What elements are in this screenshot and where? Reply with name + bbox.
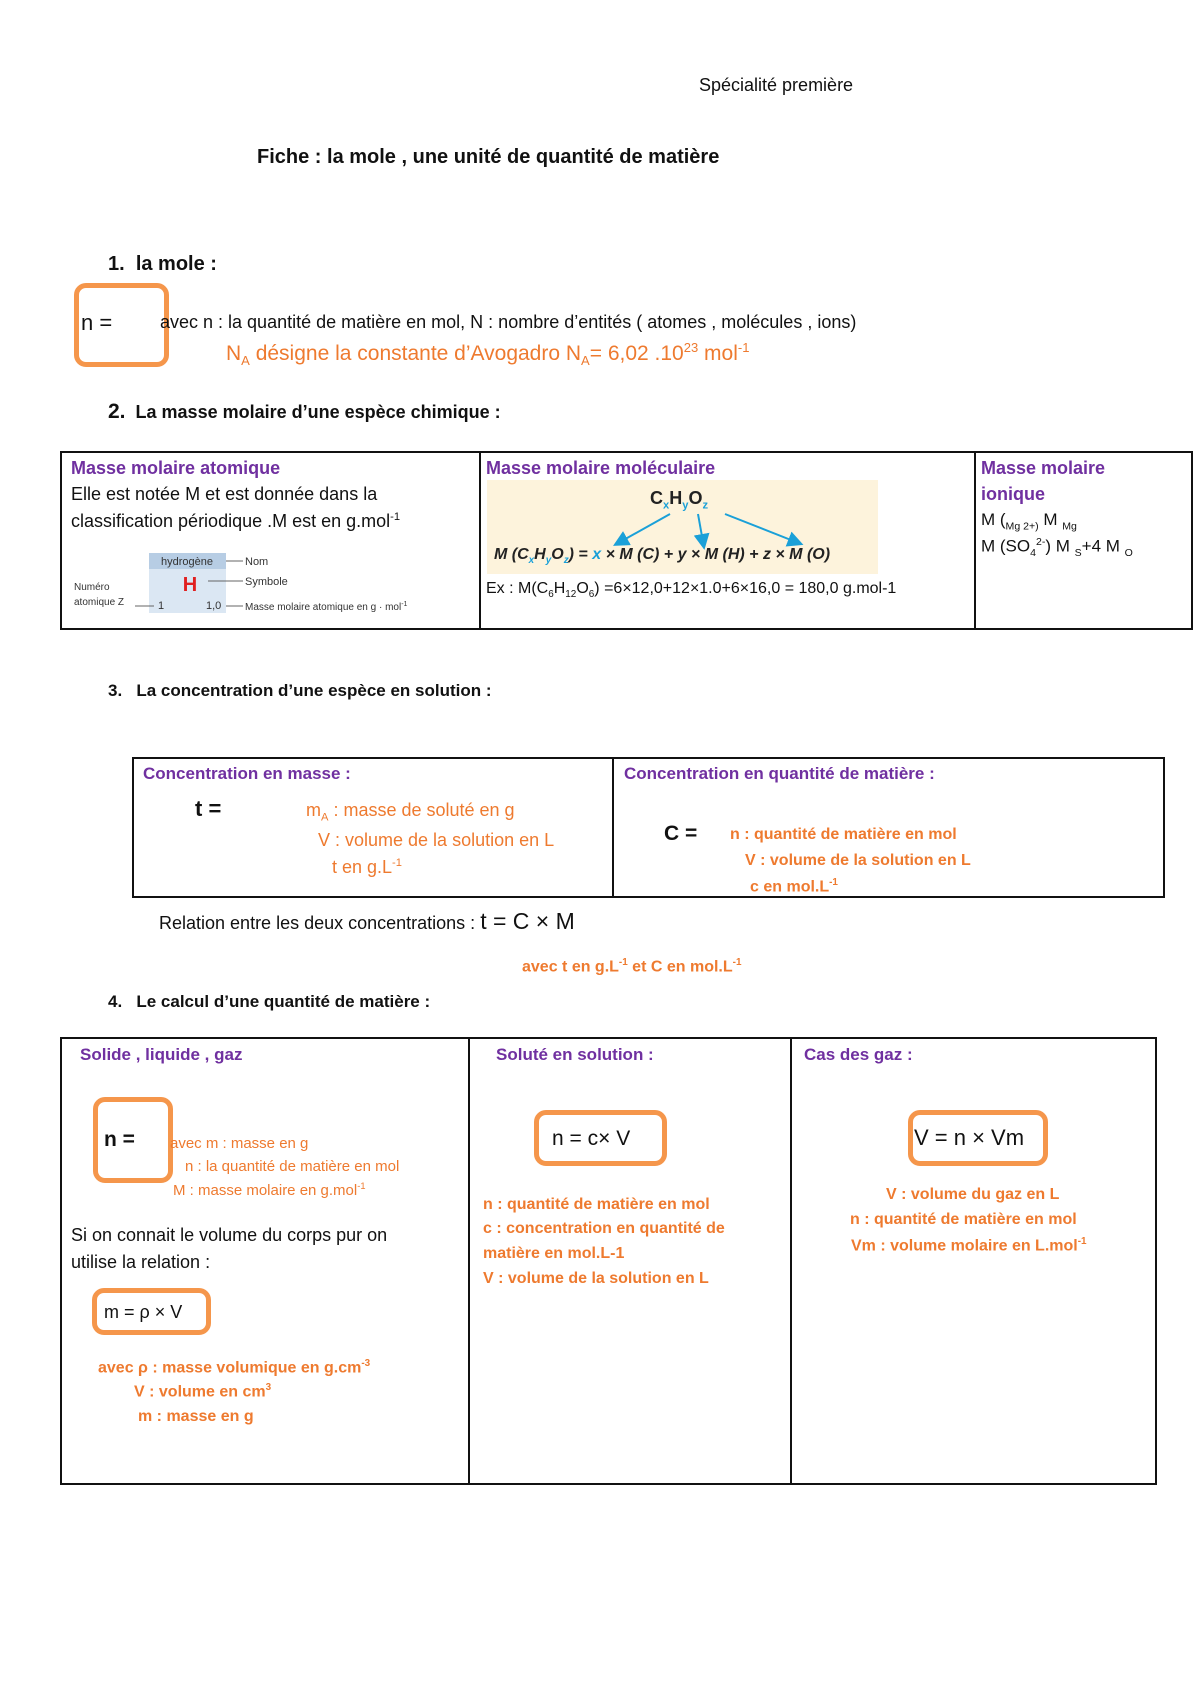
avogadro-constant: $N_A$ désigne la constante d’Avogadro $N_A= 6,02$ $.10^{23}$ mol$^{-1}$	[226, 340, 750, 369]
diagram-label-symbole: Symbole	[245, 576, 288, 588]
diagram-symbol: H	[182, 574, 198, 596]
mole-description: avec n : la quantité de matière en mol, N : nombre d’entités ( atomes , molécules , ions)	[160, 312, 857, 332]
relation-units: avec t en $g.L^{-1}$ et C en $mol.L^{-1}$	[522, 957, 742, 976]
diagram-label-numero: Numéro	[74, 582, 110, 593]
col2-l1: n : quantité de matière en mol	[483, 1196, 710, 1213]
ionic-line2: M $(SO_4^{2-})$ M $_S$+4 M $_O$	[981, 536, 1133, 560]
atomic-title: Masse molaire atomique	[71, 458, 281, 478]
col3-title: Cas des gaz :	[804, 1045, 913, 1064]
col2-l4: V : volume de la solution en L	[483, 1270, 709, 1287]
diagram-element-name: hydrogène	[161, 556, 213, 568]
section1-heading: 1. la mole :	[108, 253, 217, 275]
col3-l2: n : quantité de matière en mol	[850, 1211, 1077, 1228]
col1-formula2: m = ρ × V	[104, 1302, 183, 1322]
mass-conc-l1: $m_A$ : masse de soluté en g	[306, 800, 515, 824]
col1-l1: avec m : masse en g	[170, 1135, 309, 1152]
page-title: Fiche : la mole , une unité de quantité de matière	[257, 146, 720, 168]
atomic-line1: Elle est notée M et est donnée dans la	[71, 484, 378, 504]
diagram-number: 1	[158, 600, 165, 612]
col1-p1: Si on connait le volume du corps pur on	[71, 1225, 388, 1245]
col1-p2: utilise la relation :	[71, 1252, 211, 1272]
section4-heading: 4. Le calcul d’une quantité de matière :	[108, 992, 431, 1011]
diagram-label-nom: Nom	[245, 556, 269, 568]
mass-conc-title: Concentration en masse :	[143, 764, 351, 783]
col1-formula: n =	[104, 1128, 135, 1151]
mass-conc-l2: V : volume de la solution en L	[318, 830, 555, 850]
section2-heading: 2. La masse molaire d’une espèce chimique :	[108, 400, 501, 423]
section3-heading: 3. La concentration d’une espèce en solution :	[108, 681, 492, 700]
molecular-arrows	[600, 510, 820, 550]
col1-a1: avec ρ : masse volumique en $g.cm^{-3}$	[98, 1358, 371, 1377]
molecular-formula-line: M $(C_xH_yO_z) = x \times M$ (C) + y × M (H) + z × M (O)	[494, 546, 831, 567]
col2-l3: matière en mol.L-1	[483, 1245, 625, 1262]
mass-conc-formula: t =	[195, 796, 222, 821]
gas-cell	[790, 1037, 1157, 1485]
col1-a2: V : volume en $cm^3$	[134, 1382, 272, 1401]
col1-title: Solide , liquide , gaz	[80, 1045, 243, 1064]
mol-conc-formula: C =	[664, 822, 698, 845]
mol-conc-l3: c en $mol.L^{-1}$	[750, 877, 838, 896]
diagram-label-atomique: atomique Z	[74, 597, 125, 608]
col2-formula: n = c× V	[552, 1127, 631, 1150]
course-label: Spécialité première	[699, 75, 854, 95]
mol-conc-l1: n : quantité de matière en mol	[730, 826, 957, 843]
col1-a3: m : masse en g	[138, 1408, 254, 1425]
mol-conc-l2: V : volume de la solution en L	[745, 852, 971, 869]
ionic-title-1: Masse molaire	[981, 458, 1106, 478]
mol-conc-title: Concentration en quantité de matière :	[624, 764, 935, 783]
molecular-formula-top: $C_xH_yO_z$	[650, 488, 709, 512]
col3-formula: V = n × Vm	[914, 1125, 1025, 1150]
mass-conc-l3: t en $g.L^{-1}$	[332, 857, 402, 877]
atomic-line2: classification périodique .M est en g.mol$^{-1}$	[71, 511, 401, 531]
col3-l3: Vm : volume molaire en L.mol$^{-1}$	[851, 1236, 1087, 1255]
relation-text: Relation entre les deux concentrations : t = C × M	[159, 908, 575, 934]
col3-l1: V : volume du gaz en L	[886, 1186, 1060, 1203]
diagram-mass: 1,0	[206, 600, 222, 612]
molecular-example: Ex : $M(C_6H_{12}O_6) =6\times 12,0+12\times 1.0+6\times 16,0 = 180,0$ g.mol-1	[486, 580, 897, 601]
ionic-line1: M ($_{Mg 2+)}$ M $_{Mg}$	[981, 510, 1077, 533]
formula-n-mole: n =	[81, 310, 113, 335]
diagram-label-masse: Masse molaire atomique en g · mol$^{-1}$	[245, 601, 408, 613]
col1-l3: M : masse molaire en g.mol$^{-1}$	[173, 1181, 366, 1199]
molecular-title: Masse molaire moléculaire	[486, 458, 716, 478]
col2-title: Soluté en solution :	[496, 1045, 654, 1064]
col2-l2: c : concentration en quantité de	[483, 1220, 725, 1237]
periodic-element-diagram	[70, 548, 460, 616]
col1-l2: n : la quantité de matière en mol	[185, 1158, 400, 1175]
ionic-title-2: ionique	[981, 484, 1045, 504]
